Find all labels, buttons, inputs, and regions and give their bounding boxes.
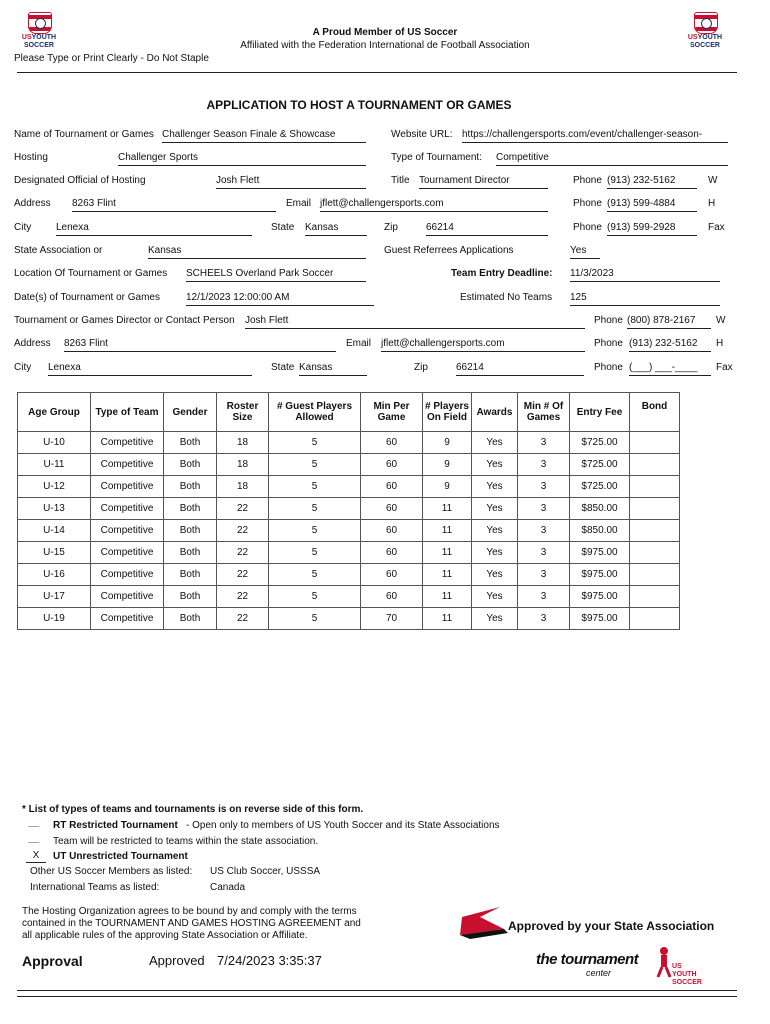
table-cell: Both — [164, 454, 217, 476]
name-field[interactable]: Challenger Season Finale & Showcase — [162, 129, 366, 143]
table-cell: Yes — [472, 476, 518, 498]
instruction: Please Type or Print Clearly - Do Not Staple — [14, 53, 209, 64]
h-label: H — [708, 198, 716, 209]
header-divider — [17, 72, 737, 73]
zip-field[interactable]: 66214 — [426, 222, 548, 236]
other-label: Other US Soccer Members as listed: — [30, 866, 193, 877]
table-cell — [630, 586, 680, 608]
us-youth-soccer-logo-right: USYOUTH SOCCER — [682, 12, 728, 54]
table-cell: Yes — [472, 520, 518, 542]
deadline-label: Team Entry Deadline: — [451, 268, 553, 279]
table-cell: Competitive — [91, 564, 164, 586]
est-field[interactable]: 125 — [570, 292, 720, 306]
table-cell: 60 — [361, 432, 423, 454]
dir-state-label: State — [271, 362, 295, 373]
table-cell: 60 — [361, 586, 423, 608]
table-cell: 22 — [217, 564, 269, 586]
table-cell: 22 — [217, 608, 269, 630]
table-cell: 3 — [518, 564, 570, 586]
table-cell: Yes — [472, 498, 518, 520]
approved-date: 7/24/2023 3:35:37 — [217, 953, 322, 968]
table-cell: Competitive — [91, 608, 164, 630]
col-players-on-field: # Players On Field — [423, 393, 472, 432]
table-cell: 60 — [361, 520, 423, 542]
table-cell: 5 — [269, 454, 361, 476]
state-association-badge — [460, 905, 728, 990]
website-field[interactable]: https://challengersports.com/event/challenger-season- — [462, 129, 728, 143]
dir-email-field[interactable]: jflett@challengersports.com — [381, 338, 585, 352]
fax-label: Fax — [708, 222, 725, 233]
table-cell: Both — [164, 476, 217, 498]
phone-label-fax: Phone — [573, 222, 602, 233]
table-cell: Both — [164, 542, 217, 564]
hosting-label: Hosting — [14, 152, 48, 163]
footer-divider-2 — [17, 996, 737, 997]
director-field[interactable]: Josh Flett — [245, 315, 585, 329]
table-row — [18, 454, 680, 476]
table-cell: U-15 — [18, 542, 91, 564]
types-note: * List of types of teams and tournaments is on reverse side of this form. — [22, 804, 364, 815]
table-row — [18, 476, 680, 498]
dir-city-field[interactable]: Lenexa — [48, 362, 252, 376]
title-label: Title — [391, 175, 410, 186]
table-cell: 9 — [423, 454, 472, 476]
assoc-field[interactable]: Kansas — [148, 245, 366, 259]
type-label: Type of Tournament: — [391, 152, 482, 163]
col-min-per-game: Min Per Game — [361, 393, 423, 432]
dates-field[interactable]: 12/1/2023 12:00:00 AM — [186, 292, 374, 306]
table-cell: 11 — [423, 520, 472, 542]
table-cell: 18 — [217, 476, 269, 498]
table-cell: Yes — [472, 454, 518, 476]
dates-label: Date(s) of Tournament or Games — [14, 292, 160, 303]
col-guest-players: # Guest Players Allowed — [269, 393, 361, 432]
table-cell: Yes — [472, 542, 518, 564]
table-cell: Competitive — [91, 542, 164, 564]
table-row — [18, 608, 680, 630]
table-cell: 3 — [518, 608, 570, 630]
table-cell: 11 — [423, 586, 472, 608]
table-cell: Yes — [472, 586, 518, 608]
table-cell: $850.00 — [570, 520, 630, 542]
phone-label-w: Phone — [573, 175, 602, 186]
table-cell: U-12 — [18, 476, 91, 498]
est-label: Estimated No Teams — [460, 292, 553, 303]
table-cell — [630, 498, 680, 520]
table-cell: Yes — [472, 432, 518, 454]
city-field[interactable]: Lenexa — [56, 222, 252, 236]
rt-label: RT Restricted Tournament — [53, 820, 178, 831]
location-field[interactable]: SCHEELS Overland Park Soccer — [186, 268, 366, 282]
table-cell: U-11 — [18, 454, 91, 476]
dir-w-label: W — [716, 315, 726, 326]
table-cell: 5 — [269, 586, 361, 608]
approved-text: Approved — [149, 953, 205, 968]
table-cell: 11 — [423, 498, 472, 520]
col-gender: Gender — [164, 393, 217, 432]
rt-desc2: Team will be restricted to teams within the state association. — [53, 836, 319, 847]
table-row — [18, 498, 680, 520]
table-cell: 60 — [361, 476, 423, 498]
table-cell: U-17 — [18, 586, 91, 608]
table-cell — [630, 432, 680, 454]
table-cell: $975.00 — [570, 586, 630, 608]
dir-phone-label-h: Phone — [594, 338, 623, 349]
col-roster-size: Roster Size — [217, 393, 269, 432]
table-cell: Competitive — [91, 476, 164, 498]
table-cell: 3 — [518, 520, 570, 542]
table-cell: Both — [164, 608, 217, 630]
phone-fax-field[interactable]: (913) 599-2928 — [607, 222, 697, 236]
table-cell — [630, 476, 680, 498]
ut-checkbox[interactable]: X — [26, 850, 46, 863]
table-cell: Yes — [472, 608, 518, 630]
table-cell: 5 — [269, 520, 361, 542]
table-cell: 5 — [269, 498, 361, 520]
type-field[interactable]: Competitive — [496, 152, 728, 166]
table-cell: $975.00 — [570, 564, 630, 586]
table-cell: Both — [164, 520, 217, 542]
table-cell: 5 — [269, 476, 361, 498]
table-cell: Competitive — [91, 432, 164, 454]
badge-brand: the tournament — [536, 951, 639, 968]
dir-address-label: Address — [14, 338, 51, 349]
table-cell: Both — [164, 586, 217, 608]
dir-address-field[interactable]: 8263 Flint — [64, 338, 336, 352]
table-cell: 3 — [518, 498, 570, 520]
rt-checkbox[interactable]: __ — [28, 817, 40, 828]
dir-state-field[interactable]: Kansas — [299, 362, 367, 376]
badge-text: Approved by your State Association — [508, 919, 715, 933]
city-label: City — [14, 222, 32, 233]
table-cell — [630, 520, 680, 542]
table-cell: 11 — [423, 542, 472, 564]
table-cell — [630, 564, 680, 586]
table-row — [18, 432, 680, 454]
table-cell: 70 — [361, 608, 423, 630]
table-cell: Both — [164, 498, 217, 520]
dir-phone-label-fax: Phone — [594, 362, 623, 373]
table-cell: 11 — [423, 564, 472, 586]
table-cell: 22 — [217, 520, 269, 542]
table-cell: U-19 — [18, 608, 91, 630]
table-cell: 3 — [518, 432, 570, 454]
address-field[interactable]: 8263 Flint — [72, 198, 276, 212]
table-cell: 9 — [423, 476, 472, 498]
dir-phone-fax-field[interactable]: (___) ___-____ — [629, 362, 711, 376]
dir-zip-field[interactable]: 66214 — [456, 362, 584, 376]
badge-youth-soccer-logo: US YOUTH SOCCER — [652, 945, 696, 985]
phone-label-h: Phone — [573, 198, 602, 209]
assoc-label: State Association or — [14, 245, 103, 256]
website-label: Website URL: — [391, 129, 453, 140]
table-cell: 3 — [518, 476, 570, 498]
page-title: APPLICATION TO HOST A TOURNAMENT OR GAMES — [206, 98, 512, 112]
table-row — [18, 564, 680, 586]
dir-fax-label: Fax — [716, 362, 733, 373]
dir-phone-label-w: Phone — [594, 315, 623, 326]
table-cell: 60 — [361, 564, 423, 586]
table-cell: 60 — [361, 498, 423, 520]
intl-value: Canada — [210, 882, 246, 893]
col-age-group: Age Group — [18, 393, 91, 432]
table-cell: $975.00 — [570, 608, 630, 630]
state-field[interactable]: Kansas — [305, 222, 367, 236]
referees-label: Guest Referrees Applications — [384, 245, 514, 256]
table-cell: 5 — [269, 564, 361, 586]
table-cell: U-16 — [18, 564, 91, 586]
approval-label: Approval — [22, 953, 83, 969]
email-label: Email — [286, 198, 312, 209]
table-cell: $725.00 — [570, 454, 630, 476]
hosting-field[interactable]: Challenger Sports — [118, 152, 366, 166]
dir-h-label: H — [716, 338, 724, 349]
dir-city-label: City — [14, 362, 32, 373]
table-cell — [630, 608, 680, 630]
table-cell: Both — [164, 432, 217, 454]
address-label: Address — [14, 198, 51, 209]
dir-zip-label: Zip — [414, 362, 428, 373]
director-label: Tournament or Games Director or Contact Person — [14, 315, 235, 326]
email-field[interactable]: jflett@challengersports.com — [320, 198, 548, 212]
badge-brand-sub: center — [586, 968, 612, 978]
table-cell: Yes — [472, 564, 518, 586]
table-cell — [630, 542, 680, 564]
table-cell: 5 — [269, 542, 361, 564]
phone-w-field[interactable]: (913) 232-5162 — [607, 175, 697, 189]
referees-field[interactable]: Yes — [570, 245, 600, 259]
table-row — [18, 520, 680, 542]
table-cell: $725.00 — [570, 432, 630, 454]
table-cell: $975.00 — [570, 542, 630, 564]
table-row — [18, 542, 680, 564]
age-group-table — [17, 392, 680, 630]
table-cell: Both — [164, 564, 217, 586]
table-cell: U-10 — [18, 432, 91, 454]
table-cell — [630, 454, 680, 476]
col-bond: Bond — [630, 393, 680, 432]
ut-label: UT Unrestricted Tournament — [53, 851, 188, 862]
intl-label: International Teams as listed: — [30, 882, 160, 893]
agreement-text: The Hosting Organization agrees to be bound by and comply with the terms contained in the TOURNAMENT AND GAMES HOSTING AGREEMENT and all applicable rules of the approving State Association or Affiliate. — [22, 906, 361, 941]
footer-divider — [17, 990, 737, 991]
dir-phone-w-field[interactable]: (800) 878-2167 — [627, 315, 711, 329]
table-cell: Competitive — [91, 520, 164, 542]
table-cell: Competitive — [91, 498, 164, 520]
table-cell: Competitive — [91, 454, 164, 476]
table-cell: Competitive — [91, 586, 164, 608]
table-cell: 18 — [217, 432, 269, 454]
col-min-games: Min # Of Games — [518, 393, 570, 432]
table-cell: 22 — [217, 498, 269, 520]
table-cell: 22 — [217, 586, 269, 608]
dir-email-label: Email — [346, 338, 372, 349]
official-label: Designated Official of Hosting — [14, 175, 146, 186]
header-line2: Affiliated with the Federation International de Football Association — [240, 40, 530, 51]
official-field[interactable]: Josh Flett — [216, 175, 366, 189]
table-cell: 60 — [361, 542, 423, 564]
table-cell: 3 — [518, 542, 570, 564]
table-cell: 9 — [423, 432, 472, 454]
table-cell: 22 — [217, 542, 269, 564]
title-field[interactable]: Tournament Director — [419, 175, 548, 189]
table-row — [18, 586, 680, 608]
name-label: Name of Tournament or Games — [14, 129, 154, 140]
rt-checkbox-2[interactable]: __ — [28, 833, 40, 844]
col-entry-fee: Entry Fee — [570, 393, 630, 432]
table-cell: U-13 — [18, 498, 91, 520]
rt-desc: - Open only to members of US Youth Soccer and its State Associations — [186, 820, 500, 831]
table-cell: $725.00 — [570, 476, 630, 498]
table-cell: 3 — [518, 454, 570, 476]
table-cell: $850.00 — [570, 498, 630, 520]
location-label: Location Of Tournament or Games — [14, 268, 168, 279]
phone-h-field[interactable]: (913) 599-4884 — [607, 198, 697, 212]
table-cell: 18 — [217, 454, 269, 476]
col-type-of-team: Type of Team — [91, 393, 164, 432]
table-cell: 11 — [423, 608, 472, 630]
table-cell: 5 — [269, 608, 361, 630]
table-cell: U-14 — [18, 520, 91, 542]
header-line1: A Proud Member of US Soccer — [312, 27, 458, 38]
zip-label: Zip — [384, 222, 398, 233]
dir-phone-h-field[interactable]: (913) 232-5162 — [629, 338, 711, 352]
col-awards: Awards — [472, 393, 518, 432]
us-youth-soccer-logo-left: USYOUTH SOCCER — [16, 12, 62, 54]
deadline-field[interactable]: 11/3/2023 — [570, 268, 720, 282]
state-label: State — [271, 222, 295, 233]
table-cell: 5 — [269, 432, 361, 454]
table-cell: 3 — [518, 586, 570, 608]
other-value: US Club Soccer, USSSA — [210, 866, 321, 877]
table-header-row — [18, 393, 680, 432]
table-cell: 60 — [361, 454, 423, 476]
w-label: W — [708, 175, 718, 186]
